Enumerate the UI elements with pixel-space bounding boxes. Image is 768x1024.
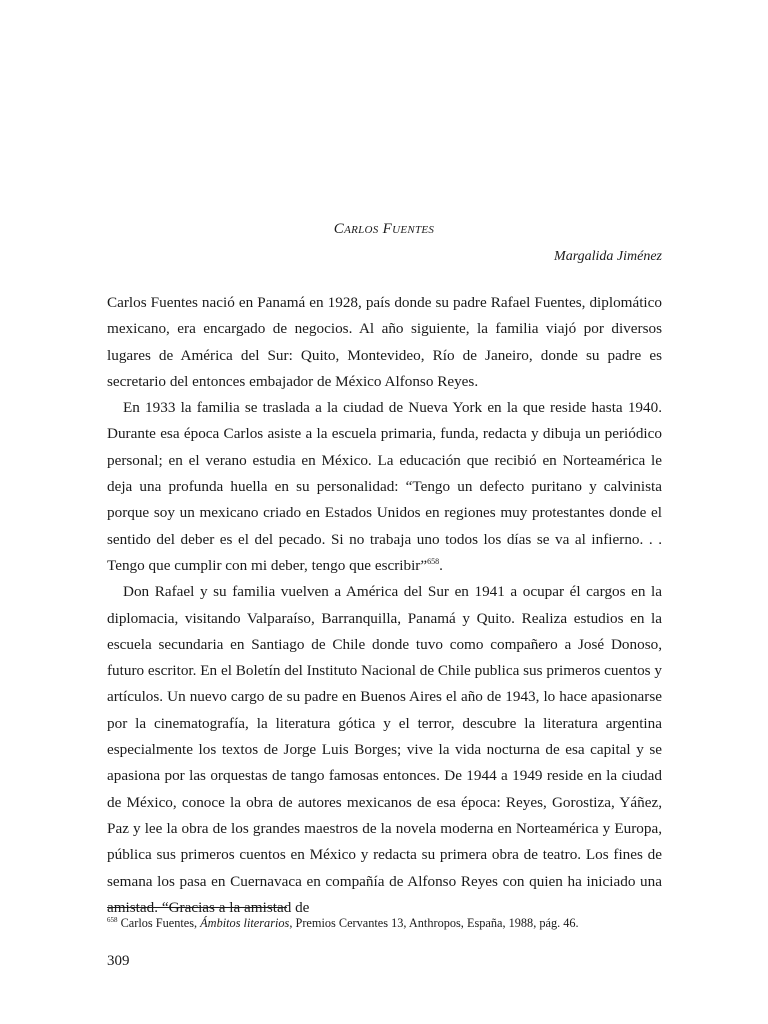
footnote-number: 658 (107, 915, 118, 924)
paragraph-3-text: Don Rafael y su familia vuelven a América del Sur en 1941 a ocupar él cargos en la diplomacia, visitando Valparaíso, Barranquilla, Panamá y Quito. Realiza estudios en la escuela secundaria en Santiago de Chile donde tuvo como compañero a José Donoso, futuro escritor. En el Boletín del Instituto Nacional de Chile publica sus primeros cuentos y artículos. Un nuevo cargo de su padre en Buenos Aires el año de 1943, lo hace apasionarse por la cinematografía, la literatura gótica y el terror, descubre la literatura argentina especialmente los textos de Jorge Luis Borges; vive la vida nocturna de esa capital y se apasiona por las orquestas de tango famosas entonces. De 1944 a 1949 reside en la ciudad de México, conoce la obra de autores mexicanos de esa época: Reyes, Gorostiza, Yáñez, Paz y lee la obra de los grandes maestros de la novela moderna en Norteamérica y Europa, pública sus primeros cuentos en México y redacta su primera obra de teatro. Los fines de semana los pasa en Cuernavaca en compañía de Alfonso Reyes con quien ha iniciado una amistad. “Gracias a la amistad de (107, 583, 662, 916)
paragraph-2 (107, 395, 662, 579)
body-text (107, 290, 662, 921)
chapter-title: Carlos Fuentes (333, 221, 435, 237)
footnote-divider (107, 907, 287, 908)
paragraph-1 (107, 290, 662, 395)
footnote (107, 914, 662, 932)
footnote-author: Carlos Fuentes, (120, 916, 201, 930)
paragraph-1-text: Carlos Fuentes nació en Panamá en 1928, país donde su padre Rafael Fuentes, diplomático mexicano, era encargado de negocios. Al año siguiente, la familia viajó por diversos lugares de América del Sur: Quito, Montevideo, Río de Janeiro, donde su padre es secretario del entonces embajador de México Alfonso Reyes. (107, 294, 662, 390)
footnote-work-title: Ámbitos literarios (200, 916, 290, 930)
paragraph-2-text: En 1933 la familia se traslada a la ciudad de Nueva York en la que reside hasta 1940. Durante esa época Carlos asiste a la escuela primaria, funda, redacta y dibuja un periódico personal; en el verano estudia en México. La educación que recibió en Norteamérica le deja una profunda huella en su personalidad: “Tengo un defecto puritano y calvinista porque soy un mexicano criado en Estados Unidos en regiones muy protestantes donde el sentido del deber es el del pecado. Si no trabaja uno todos los días se va al infierno. . . Tengo que cumplir con mi deber, tengo que escribir” (107, 399, 662, 574)
footnote-reference[interactable]: 658 (427, 556, 440, 566)
footnote-details: , Premios Cervantes 13, Anthropos, España, 1988, pág. 46. (289, 916, 579, 930)
author-name: Margalida Jiménez (554, 249, 662, 264)
page-number: 309 (107, 953, 130, 969)
paragraph-2-tail: . (439, 556, 443, 574)
paragraph-3 (107, 579, 662, 921)
